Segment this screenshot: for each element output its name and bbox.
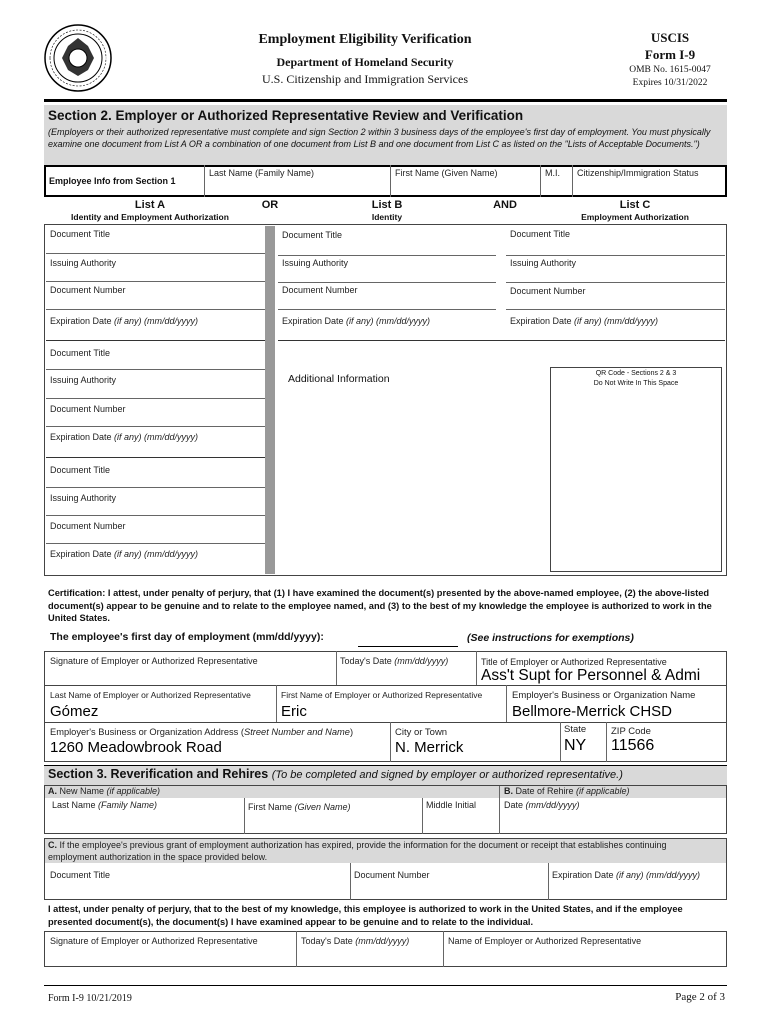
- list-b-subheader: Identity: [371, 212, 403, 222]
- section3-document-title-label[interactable]: Document Title: [50, 870, 111, 880]
- uscis-label: USCIS: [650, 30, 690, 45]
- list-c-document-number[interactable]: Document Number: [510, 286, 586, 296]
- list-b-document-number[interactable]: Document Number: [282, 285, 358, 295]
- state-label: State: [564, 724, 587, 735]
- employer-first-name-label: First Name of Employer or Authorized Representative: [281, 690, 483, 700]
- list-a-document-number-3[interactable]: Document Number: [50, 521, 126, 531]
- section3-title: [48, 767, 623, 781]
- employer-first-name-value[interactable]: Eric: [281, 703, 307, 720]
- list-a-document-number-2[interactable]: Document Number: [50, 404, 126, 414]
- employer-title-label: Title of Employer or Authorized Representative: [481, 657, 667, 667]
- list-separator: [265, 226, 275, 574]
- employee-info-label: Employee Info from Section 1: [49, 176, 176, 186]
- section3-today-date-label[interactable]: Today's Date (mm/dd/yyyy): [301, 936, 410, 946]
- employer-title-value[interactable]: Ass't Supt for Personnel & Admi: [481, 667, 701, 684]
- first-day-input[interactable]: [358, 646, 458, 647]
- list-c-subheader: Employment Authorization: [581, 212, 689, 222]
- section3-first-name-label[interactable]: First Name (Given Name): [248, 802, 351, 812]
- employer-signature-label[interactable]: Signature of Employer or Authorized Representative: [50, 656, 258, 666]
- additional-info-label[interactable]: Additional Information: [288, 373, 390, 385]
- certification-text: Certification: I attest, under penalty of perjury, that (1) I have examined the document(s) presented by the above-named employee, (2) the above-listed document(s) appear to be genuine and to relate to the employee named, and (3) to the best of my knowledge the employee is authorized to work in the United States.: [48, 588, 712, 623]
- and-label: AND: [493, 199, 517, 211]
- section3-attestation: I attest, under penalty of perjury, that to the best of my knowledge, this employee is authorized to work in the United States, and if the employee presented document(s), the document(s) I have examined appear to be genuine and to relate to the individual.: [48, 904, 683, 927]
- city-label: City or Town: [395, 727, 448, 738]
- footer-form-version: Form I-9 10/21/2019: [48, 993, 132, 1004]
- expiration-notice: Expires 10/31/2022: [632, 78, 708, 88]
- first-name-label: First Name (Given Name): [395, 168, 498, 178]
- expired-authorization-note: C. If the employee's previous grant of employment authorization has expired, provide the information for the document or receipt that establishes continuing employment authorization in the space provided below.: [48, 840, 667, 862]
- list-a-issuing-authority-2[interactable]: Issuing Authority: [50, 375, 117, 385]
- list-a-subheader: Identity and Employment Authorization: [71, 212, 229, 222]
- new-name-label: A. New Name (if applicable): [48, 786, 161, 796]
- list-c-header: List C: [619, 199, 651, 211]
- qr-code-box: [550, 367, 722, 572]
- list-a-expiration-3[interactable]: Expiration Date (if any) (mm/dd/yyyy): [50, 549, 199, 559]
- qr-code-note-1: QR Code - Sections 2 & 3: [595, 370, 677, 377]
- state-value[interactable]: NY: [564, 737, 587, 754]
- rehire-date-label: B. Date of Rehire (if applicable): [504, 786, 630, 796]
- list-a-document-title-2[interactable]: Document Title: [50, 348, 111, 358]
- organization-name-label: Employer's Business or Organization Name: [512, 690, 696, 701]
- today-date-label[interactable]: Today's Date (mm/dd/yyyy): [340, 656, 449, 666]
- section3-signature-label[interactable]: Signature of Employer or Authorized Representative: [50, 936, 258, 946]
- footer-rule: [44, 985, 727, 986]
- qr-code-note-2: Do Not Write In This Space: [593, 380, 679, 387]
- zip-label: ZIP Code: [611, 726, 651, 737]
- list-b-issuing-authority[interactable]: Issuing Authority: [282, 258, 349, 268]
- list-a-issuing-authority-3[interactable]: Issuing Authority: [50, 493, 117, 503]
- zip-value[interactable]: 11566: [611, 737, 655, 754]
- first-day-label: The employee's first day of employment (mm/dd/yyyy):: [50, 631, 324, 643]
- list-c-document-title[interactable]: Document Title: [510, 229, 571, 239]
- list-c-expiration[interactable]: Expiration Date (if any) (mm/dd/yyyy): [510, 316, 659, 326]
- list-a-document-title-3[interactable]: Document Title: [50, 465, 111, 475]
- section3-title-note: (To be completed and signed by employer or authorized representative.): [271, 769, 623, 781]
- exemptions-note: (See instructions for exemptions): [467, 632, 634, 644]
- list-a-issuing-authority-1[interactable]: Issuing Authority: [50, 258, 117, 268]
- city-value[interactable]: N. Merrick: [395, 739, 464, 756]
- section2-title: Section 2. Employer or Authorized Representative Review and Verification: [48, 108, 524, 123]
- form-number: Form I-9: [644, 47, 696, 62]
- list-c-issuing-authority[interactable]: Issuing Authority: [510, 258, 577, 268]
- section3-date-label[interactable]: Date (mm/dd/yyyy): [504, 800, 580, 810]
- employer-last-name-label: Last Name of Employer or Authorized Representative: [50, 690, 251, 700]
- mi-label: M.I.: [545, 168, 560, 178]
- omb-number: OMB No. 1615-0047: [629, 65, 711, 75]
- list-a-expiration-2[interactable]: Expiration Date (if any) (mm/dd/yyyy): [50, 432, 199, 442]
- list-b-header: List B: [371, 199, 403, 211]
- header-rule: [44, 99, 727, 102]
- organization-address-value[interactable]: 1260 Meadowbrook Road: [50, 739, 222, 756]
- section3-title-text: Section 3. Reverification and Rehires: [48, 767, 269, 781]
- footer-page-number: Page 2 of 3: [675, 991, 725, 1003]
- or-label: OR: [261, 199, 279, 211]
- citizenship-label: Citizenship/Immigration Status: [577, 168, 699, 178]
- section3-expiration-label[interactable]: Expiration Date (if any) (mm/dd/yyyy): [552, 870, 701, 880]
- department-name: Department of Homeland Security: [276, 55, 454, 69]
- section2-instructions: (Employers or their authorized representative must complete and sign Section 2 within 3 business days of the employee's first day of employment. You must physically examine one document from List A OR a combination of one document from List B and one document from List C as listed on the "Lists of Acceptable Documents."): [48, 127, 711, 149]
- section3-last-name-label[interactable]: Last Name (Family Name): [52, 800, 158, 810]
- section3-employer-name-label[interactable]: Name of Employer or Authorized Representative: [448, 936, 642, 946]
- list-b-document-title[interactable]: Document Title: [282, 230, 343, 240]
- dhs-seal: [44, 24, 112, 92]
- employer-last-name-value[interactable]: Gómez: [50, 703, 99, 720]
- agency-name: U.S. Citizenship and Immigration Services: [262, 72, 468, 86]
- list-a-expiration-1[interactable]: Expiration Date (if any) (mm/dd/yyyy): [50, 316, 199, 326]
- form-title: Employment Eligibility Verification: [258, 32, 472, 47]
- list-a-document-title-1[interactable]: Document Title: [50, 229, 111, 239]
- organization-address-label: Employer's Business or Organization Address (Street Number and Name): [50, 727, 354, 737]
- list-a-document-number-1[interactable]: Document Number: [50, 285, 126, 295]
- last-name-label: Last Name (Family Name): [209, 168, 315, 178]
- organization-name-value[interactable]: Bellmore-Merrick CHSD: [512, 703, 673, 720]
- section3-middle-initial-label[interactable]: Middle Initial: [426, 800, 477, 810]
- list-a-header: List A: [134, 199, 166, 211]
- section3-document-number-label[interactable]: Document Number: [354, 870, 430, 880]
- list-b-expiration[interactable]: Expiration Date (if any) (mm/dd/yyyy): [282, 316, 431, 326]
